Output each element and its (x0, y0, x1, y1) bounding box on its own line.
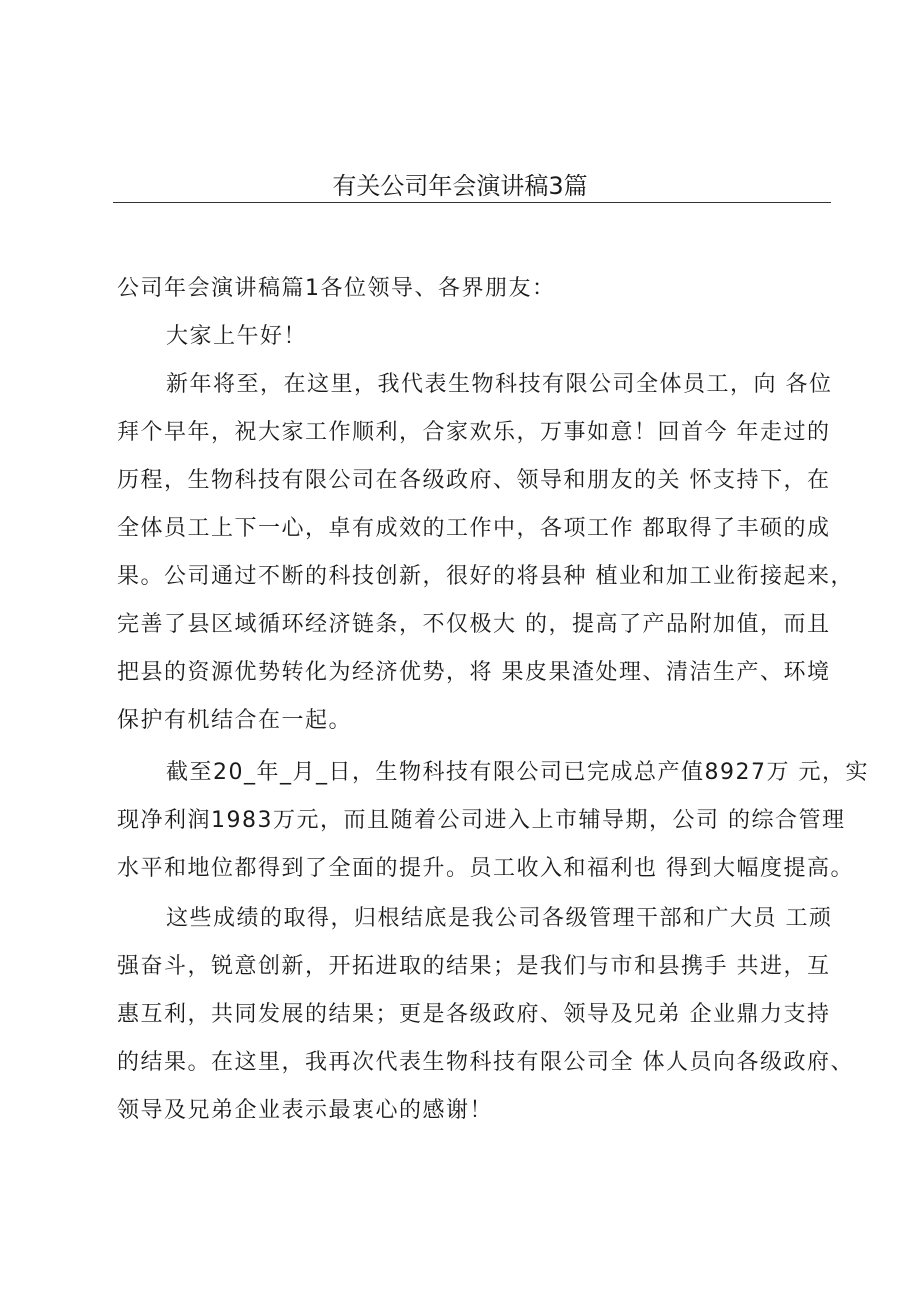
text-line-11: 截至20_年_月_日，生物科技有限公司已完成总产值8927万 元，实 (166, 760, 869, 785)
document-title: 有关公司年会演讲稿3篇 (332, 172, 588, 200)
text-line-14: 这些成绩的取得，归根结底是我公司各级管理干部和广大员 工顽 (166, 906, 833, 931)
title-underline (113, 202, 831, 203)
text-line-4: 拜个早年，祝大家工作顺利，合家欢乐，万事如意！回首今 年走过的 (117, 420, 831, 445)
text-line-8: 完善了县区域循环经济链条，不仅极大 的，提高了产品附加值，而且 (117, 612, 831, 637)
text-line-13: 水平和地位都得到了全面的提升。员工收入和福利也 得到大幅度提高。 (117, 856, 854, 881)
text-line-3: 新年将至，在这里，我代表生物科技有限公司全体员工，向 各位 (166, 372, 833, 397)
text-line-10: 保护有机结合在一起。 (117, 708, 353, 733)
text-line-1: 公司年会演讲稿篇1各位领导、各界朋友： (117, 276, 556, 301)
text-line-5: 历程，生物科技有限公司在各级政府、领导和朋友的关 怀支持下，在 (117, 468, 831, 493)
text-line-17: 的结果。在这里，我再次代表生物科技有限公司全 体人员向各级政府、 (117, 1050, 854, 1075)
text-line-6: 全体员工上下一心，卓有成效的工作中，各项工作 都取得了丰硕的成 (117, 516, 831, 541)
text-line-12: 现净利润1983万元，而且随着公司进入上市辅导期，公司 的综合管理 (117, 808, 846, 833)
text-line-18: 领导及兄弟企业表示最衷心的感谢！ (117, 1098, 494, 1123)
text-line-16: 惠互利，共同发展的结果；更是各级政府、领导及兄弟 企业鼎力支持 (117, 1002, 831, 1027)
text-line-15: 强奋斗，锐意创新，开拓进取的结果；是我们与市和县携手 共进，互 (117, 954, 831, 979)
text-line-7: 果。公司通过不断的科技创新，很好的将县种 植业和加工业衔接起来， (117, 564, 854, 589)
text-line-9: 把县的资源优势转化为经济优势，将 果皮果渣处理、清洁生产、环境 (117, 660, 831, 685)
text-line-2: 大家上午好！ (166, 324, 308, 349)
